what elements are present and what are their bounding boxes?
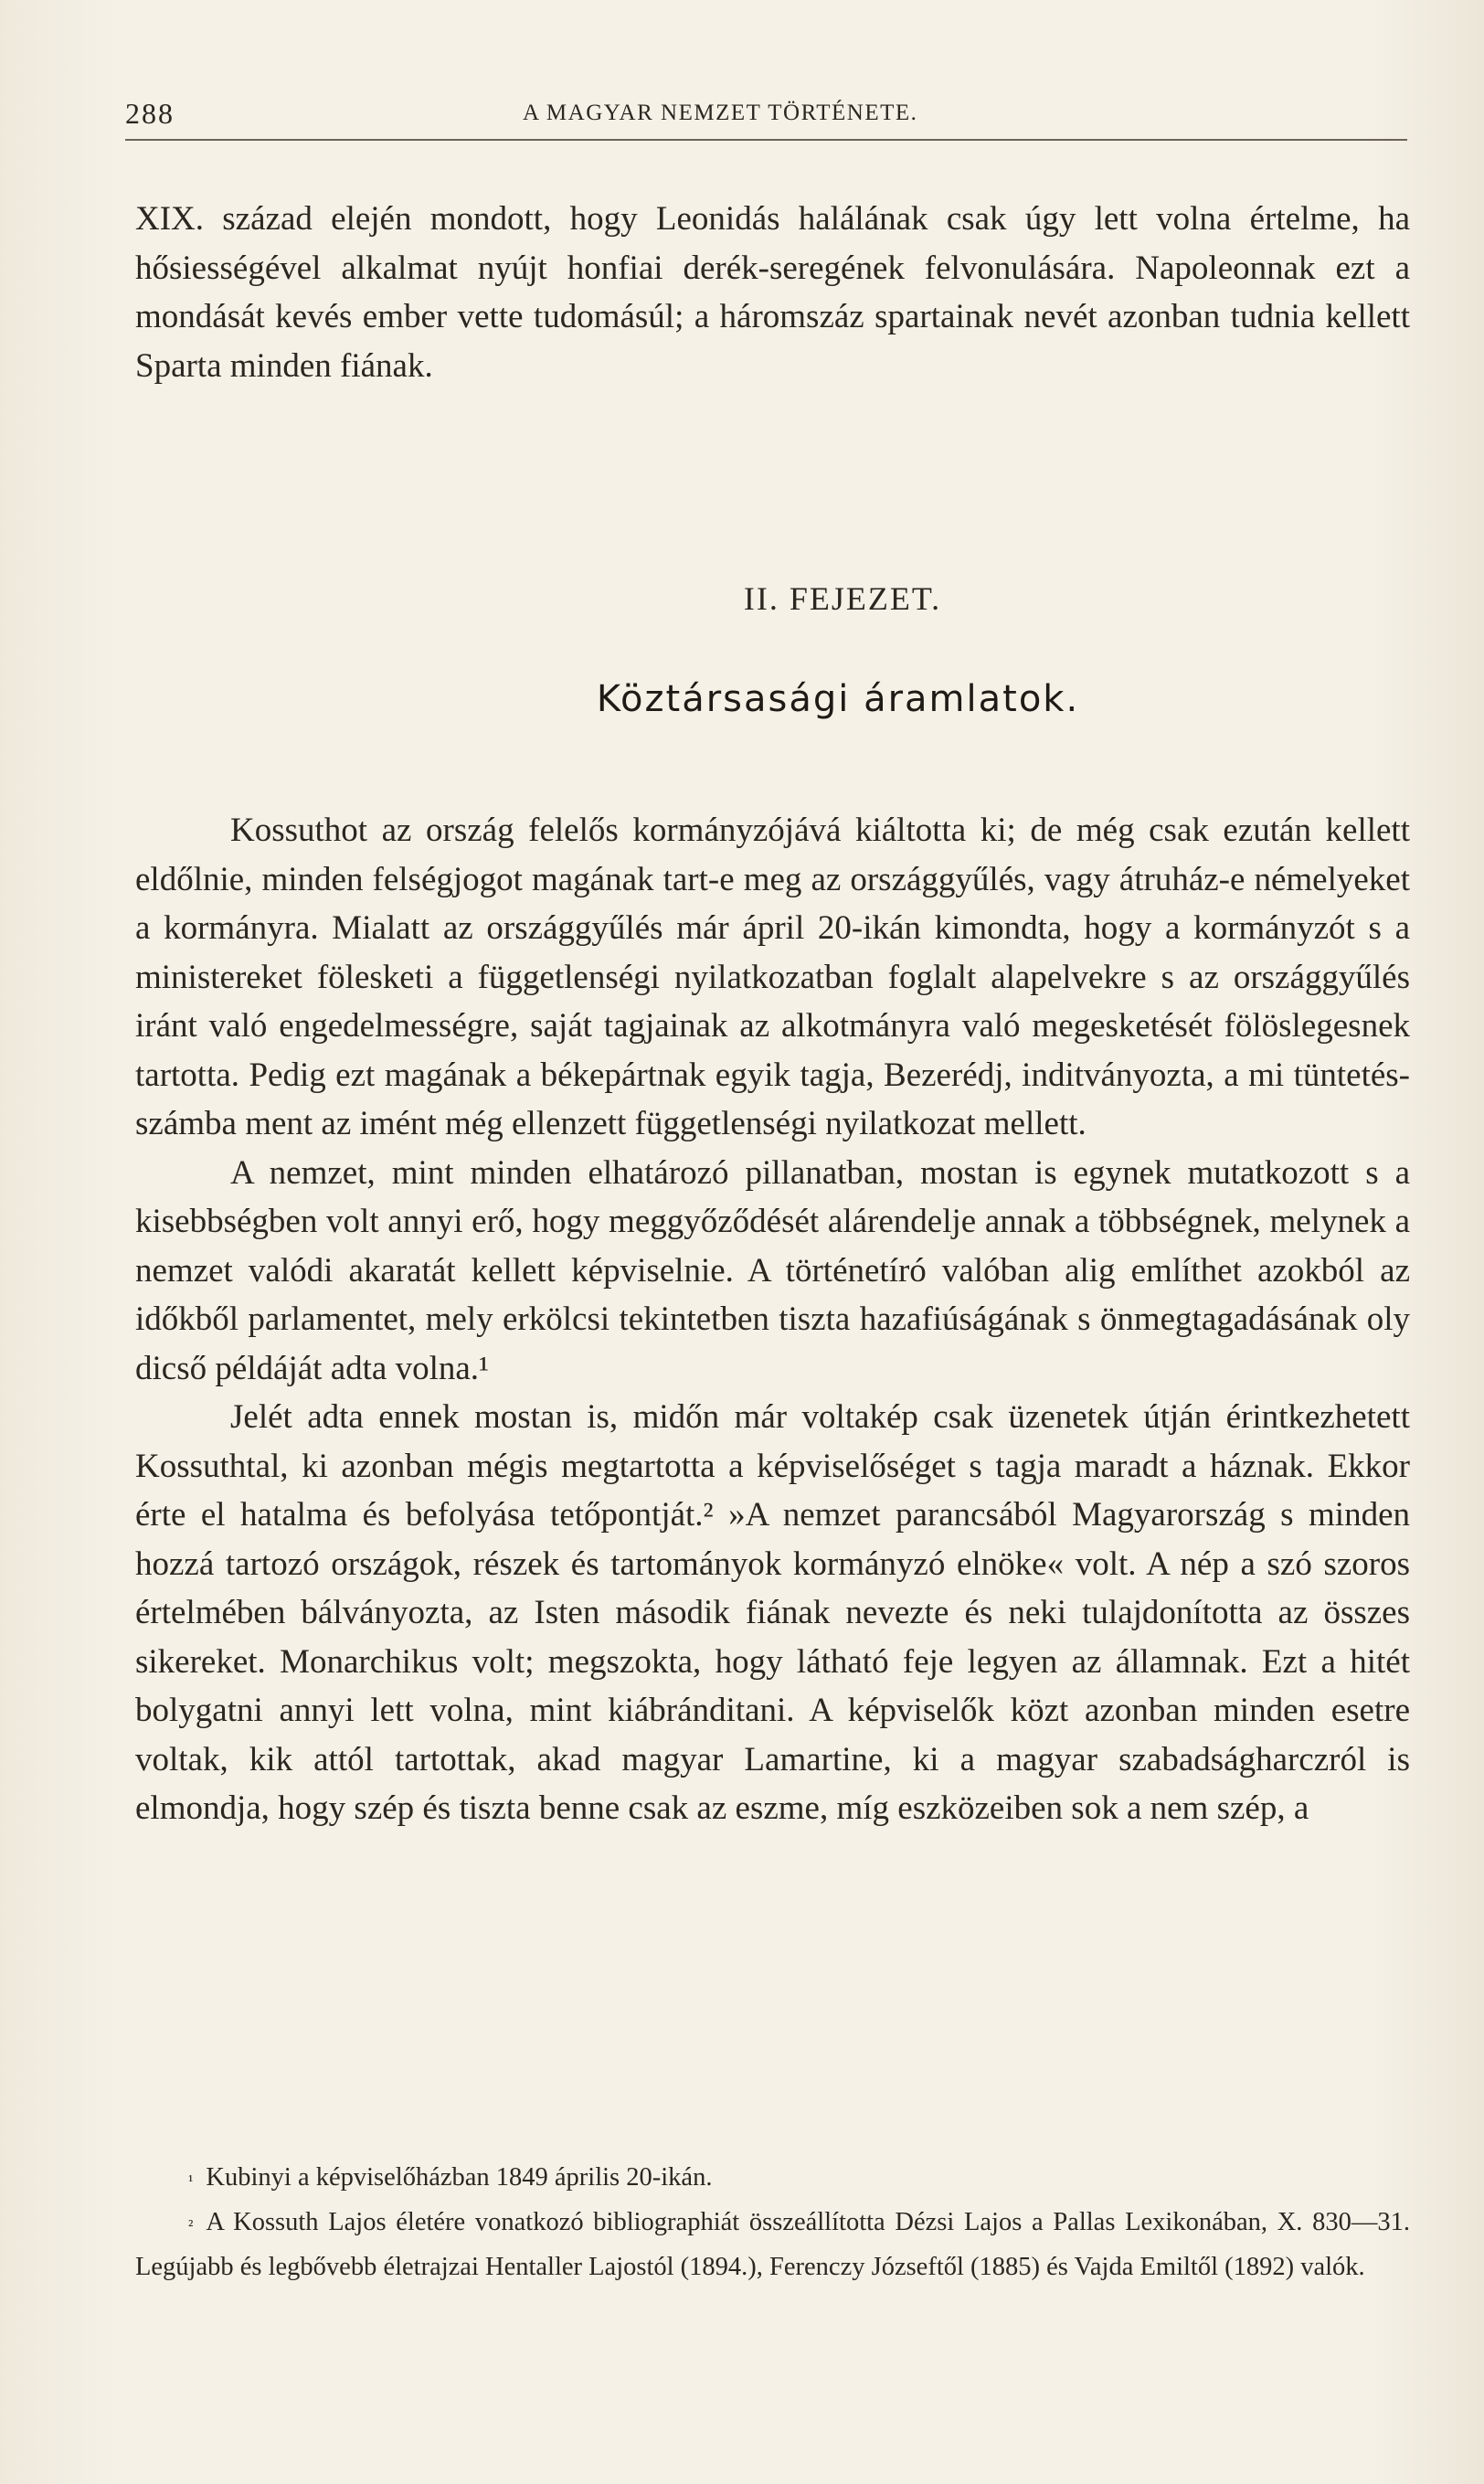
paragraph-1: Kossuthot az ország felelős kormányzójává kiáltotta ki; de még csak ezután kellett eldőlnie, minden felségjogot magának tart-e meg az országgyűlés, vagy átruház-e némelyeket a kormányra. Mialatt az országgyűlés már ápril 20-ikán kimondta, hogy a kormányzót s a ministereket fölesketi a függetlenségi nyilatkozatban foglalt alapelvekre s az országgyűlés iránt való engedelmességre, saját tagjainak az alkotmányra való megesketését fölöslegesnek tartotta. Pedig ezt magának a békepártnak egyik tagja, Bezerédj, inditványozta, a mi tüntetés-számba ment az imént még ellenzett függetlenségi nyilatkozat mellett. [135, 812, 1410, 1142]
body-text [135, 806, 1410, 1833]
intro-paragraph: XIX. század elején mondott, hogy Leonidás halálának csak úgy lett volna értelme, ha hősiességével alkalmat nyújt honfiai derék-seregének felvonulására. Napoleonnak ezt a mondását kevés ember vette tudomásúl; a háromszáz spartainak nevét azonban tudnia kellett Sparta minden fiának. [135, 200, 1410, 385]
header-rule [125, 139, 1407, 141]
footnotes [135, 2155, 1410, 2289]
paragraph-3: Jelét adta ennek mostan is, midőn már voltakép csak üzenetek útján érintkezhetett Kossuthtal, ki azonban mégis megtartotta a képviselőséget s tagja maradt a háznak. Ekkor érte el hatalma és befolyása tetőpontját.² »A nemzet parancsából Magyarország s minden hozzá tartozó országok, részek és tartományok kormányzó elnöke« volt. A nép a szó szoros értelmében bálványozta, az Isten második fiának nevezte és neki tulajdonította az összes sikereket. Monarchikus volt; megszokta, hogy látható feje legyen az államnak. Ezt a hitét bolygatni annyi lett volna, mint kiábránditani. A képviselők közt azonban minden esetre voltak, kik attól tartottak, akad magyar Lamartine, ki a magyar szabadságharczról is elmondja, hogy szép és tiszta benne csak az eszme, míg eszközeiben sok a nem szép, a [135, 1398, 1410, 1827]
paragraph-2: A nemzet, mint minden elhatározó pillanatban, mostan is egynek mutatkozott s a kisebbségben volt annyi erő, hogy meggyőződését alárendelje annak a többségnek, melynek a nemzet valódi akaratát kellett képviselnie. A történetíró valóban alig említhet azokból az időkből parlamentet, mely erkölcsi tekintetben tiszta hazafiúságának s önmegtagadásának oly dicső példáját adta volna.¹ [135, 1153, 1410, 1387]
footnote-1-mark: ¹ [188, 2171, 194, 2190]
intro-text [135, 195, 1410, 390]
chapter-title: Köztársasági áramlatok. [596, 678, 1080, 720]
footnote-1-text: Kubinyi a képviselőházban 1849 április 20-ikán. [206, 2163, 713, 2192]
footnote-2-mark: ² [188, 2216, 194, 2235]
footnote-1 [135, 2155, 1410, 2200]
footnote-2-text: A Kossuth Lajos életére vonatkozó bibliographiát összeállította Dézsi Lajos a Pallas Lexikonában, X. 830—31. Legújabb és legbővebb életrajzai Hentaller Lajostól (1894.), Ferenczy Józseftől (1885) és Vajda Emiltől (1892) valók. [135, 2208, 1410, 2281]
chapter-number: II. FEJEZET. [743, 580, 942, 617]
page-number: 288 [125, 97, 175, 130]
footnote-2 [135, 2200, 1410, 2289]
page-header [125, 91, 1404, 146]
running-title: A MAGYAR NEMZET TÖRTÉNETE. [523, 101, 918, 125]
